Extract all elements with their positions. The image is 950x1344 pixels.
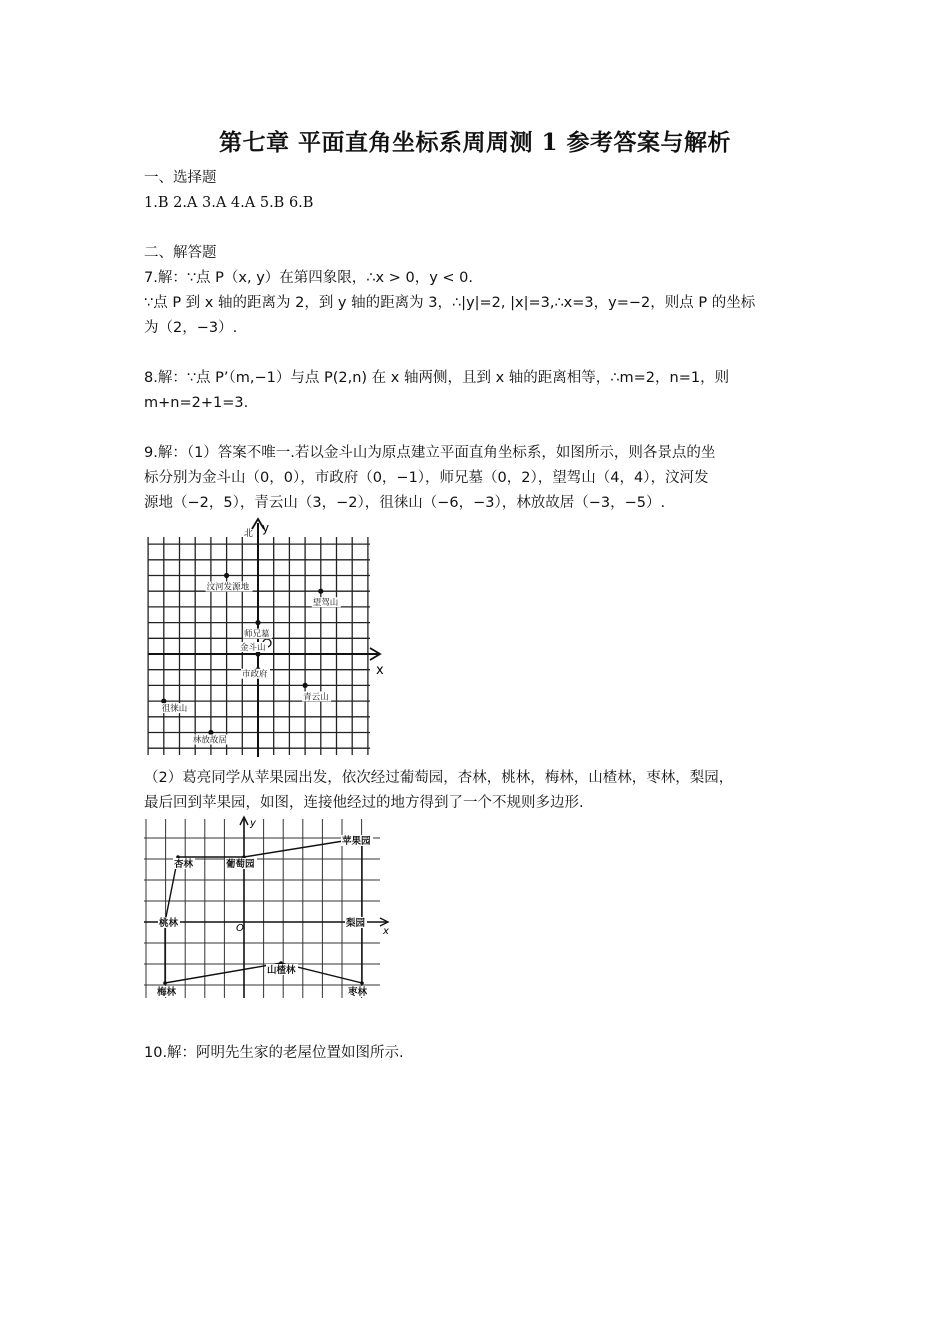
figure1-point [208, 730, 213, 735]
q9-line-1: 9.解：（1）答案不唯一.若以金斗山为原点建立平面直角坐标系，如图所示，则各景点的坐 [144, 445, 716, 461]
q9-line-2: 标分别为金斗山（0，0），市政府（0，−1），师兄墓（0，2），望驾山（4，4），汶河发 [144, 470, 709, 486]
figure1-place-label: 金斗山 [240, 643, 266, 653]
figure1-place-label: 青云山 [303, 692, 329, 703]
page-title: 第七章 平面直角坐标系周周测 1 参考答案与解析 [218, 129, 732, 156]
figure2-place-label: 杏林 [174, 859, 194, 870]
figure2-place-label: 梨园 [346, 918, 366, 929]
figure2-origin-label: O [236, 923, 244, 934]
figure2-place-label: 葡萄园 [226, 859, 255, 870]
figure2-place-label: 苹果园 [342, 836, 371, 847]
q8-line-1: 8.解：∵点 P’（m,−1）与点 P(2,n) 在 x 轴两侧，且到 x 轴的距离相等，∴m=2，n=1，则 [144, 370, 730, 386]
figure2-place-label: 山楂林 [267, 965, 296, 976]
q8-line-2: m+n=2+1=3. [144, 395, 249, 411]
figure-route-polygon [140, 813, 400, 1007]
figure1-point [224, 573, 229, 578]
figure1-y-label: y [262, 521, 270, 535]
figure2-point [163, 981, 167, 985]
figure2-point [360, 981, 364, 985]
q7-line-2: ∵点 P 到 x 轴的距离为 2，到 y 轴的距离为 3，∴|y|=2, |x|=3,∴x=3，y=−2，则点 P 的坐标 [144, 295, 756, 311]
figure2-y-label: y [250, 818, 256, 829]
q9-part2-line-2: 最后回到苹果园，如图，连接他经过的地方得到了一个不规则多边形. [144, 795, 584, 811]
figure1-x-label: x [376, 663, 384, 678]
q7-line-1: 7.解：∵点 P（x, y）在第四象限，∴x > 0，y < 0. [144, 270, 473, 286]
figure2-place-label: 枣林 [348, 987, 368, 998]
q10-line-1: 10.解：阿明先生家的老屋位置如图所示. [144, 1045, 404, 1061]
figure-scenic-spots [140, 515, 400, 764]
figure1-point [255, 620, 260, 625]
section-heading-solve: 二、解答题 [144, 245, 217, 261]
figure1-north-label: 北 [244, 529, 254, 539]
figure1-point [303, 683, 308, 688]
figure1-point [161, 699, 166, 704]
figure2-place-label: 桃林 [159, 918, 179, 929]
figure1-place-label: 望驾山 [312, 598, 339, 609]
q9-line-3: 源地（−2，5），青云山（3，−2），徂徕山（−6，−3），林放故居（−3，−5）. [144, 495, 666, 511]
figure1-place-label: 汶河发源地 [206, 582, 250, 593]
q7-line-3: 为（2，−3）. [144, 320, 238, 336]
choice-answers: 1.B 2.A 3.A 4.A 5.B 6.B [144, 195, 314, 211]
figure2-place-label: 梅林 [157, 987, 177, 998]
q9-part2-line-1: （2）葛亮同学从苹果园出发，依次经过葡萄园，杏林，桃林，梅林，山楂林，枣林，梨园， [144, 770, 734, 786]
figure1-place-label: 徂徕山 [161, 704, 188, 715]
figure1-place-label: 林放故居 [192, 735, 227, 746]
section-heading-choice: 一、选择题 [144, 170, 217, 186]
figure2-x-label: x [383, 926, 389, 937]
figure1-place-label: 市政府 [242, 669, 268, 680]
figure1-point [318, 589, 323, 594]
figure1-place-label: 师兄墓 [244, 629, 270, 640]
